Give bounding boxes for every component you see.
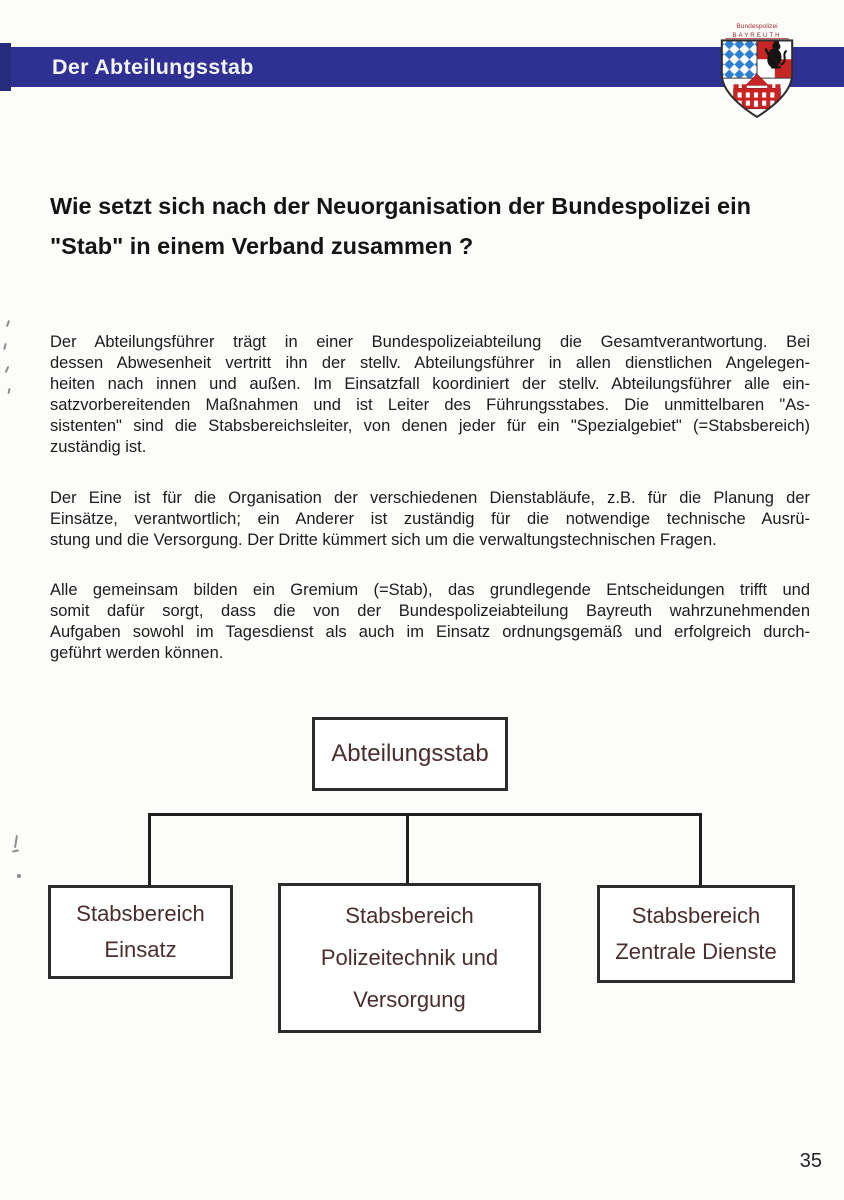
scan-artifact — [5, 366, 10, 373]
paragraph-1: Der Abteilungsführer trägt in einer Bundespolizeiabteilung die Gesamtverantwortung. Bei dessen Abwesenheit vertritt ihn der stellv. Abteilungsführer in allen dienstlichen Angelegen- heiten nach innen und außen. Im Einsatzfall koordiniert der stellv. Abteilungsführer alle ein- satzvorbereitenden Maßnahmen und ist Leiter des Führungsstabes. Die unmittelbaren "As- sistenten" sind die Stabsbereichsleiter, von denen jeder für ein "Spezialgebiet" (=Stabsbereich) zuständig ist. — [50, 333, 810, 456]
page-header-title: Der Abteilungsstab — [52, 54, 254, 79]
scan-artifact — [7, 388, 10, 394]
paragraph-3: Alle gemeinsam bilden ein Gremium (=Stab), das grundlegende Entscheidungen trifft und somit dafür sorgt, dass die von der Bundespolizeiabteilung Bayreuth wahrzunehmenden Aufgaben sowohl im Tagesdienst als auch im Einsatz ordnungsgemäß und erfolgreich durch- geführt werden können. — [50, 581, 810, 662]
org-connector-left — [148, 813, 151, 887]
org-connector-right — [699, 813, 702, 887]
bundespolizei-bayreuth-crest-icon — [709, 19, 805, 121]
header-left-notch — [0, 43, 11, 91]
org-box-abteilungsstab: Abteilungsstab — [312, 717, 508, 791]
org-connector-middle — [406, 813, 409, 885]
scan-artifact — [3, 343, 7, 350]
scan-artifact — [12, 849, 19, 852]
org-box-stabsbereich-einsatz: Stabsbereich Einsatz — [48, 885, 233, 979]
crest-banner-subtitle: BAYREUTH — [732, 31, 782, 39]
org-connector-horizontal — [148, 813, 702, 816]
question-heading: Wie setzt sich nach der Neuorganisation der Bundespolizei ein "Stab" in einem Verband zusammen ? — [50, 193, 752, 259]
paragraph-2: Der Eine ist für die Organisation der verschiedenen Dienstabläufe, z.B. für die Planung der Einsätze, verantwortlich; ein Anderer ist zuständig für die notwendige technische Ausrü- stung und die Versorgung. Der Dritte kümmert sich um die verwaltungstechnischen Fragen. — [50, 489, 810, 549]
crest-banner-title: Bundespolizei — [736, 23, 778, 31]
org-box-stabsbereich-polizeitechnik-versorgung: Stabsbereich Polizeitechnik und Versorgung — [278, 883, 541, 1033]
page-number: 35 — [799, 1150, 822, 1172]
scan-artifact — [14, 835, 18, 848]
org-box-stabsbereich-zentrale-dienste: Stabsbereich Zentrale Dienste — [597, 885, 795, 983]
scan-artifact — [6, 320, 10, 327]
scan-artifact — [17, 874, 21, 878]
